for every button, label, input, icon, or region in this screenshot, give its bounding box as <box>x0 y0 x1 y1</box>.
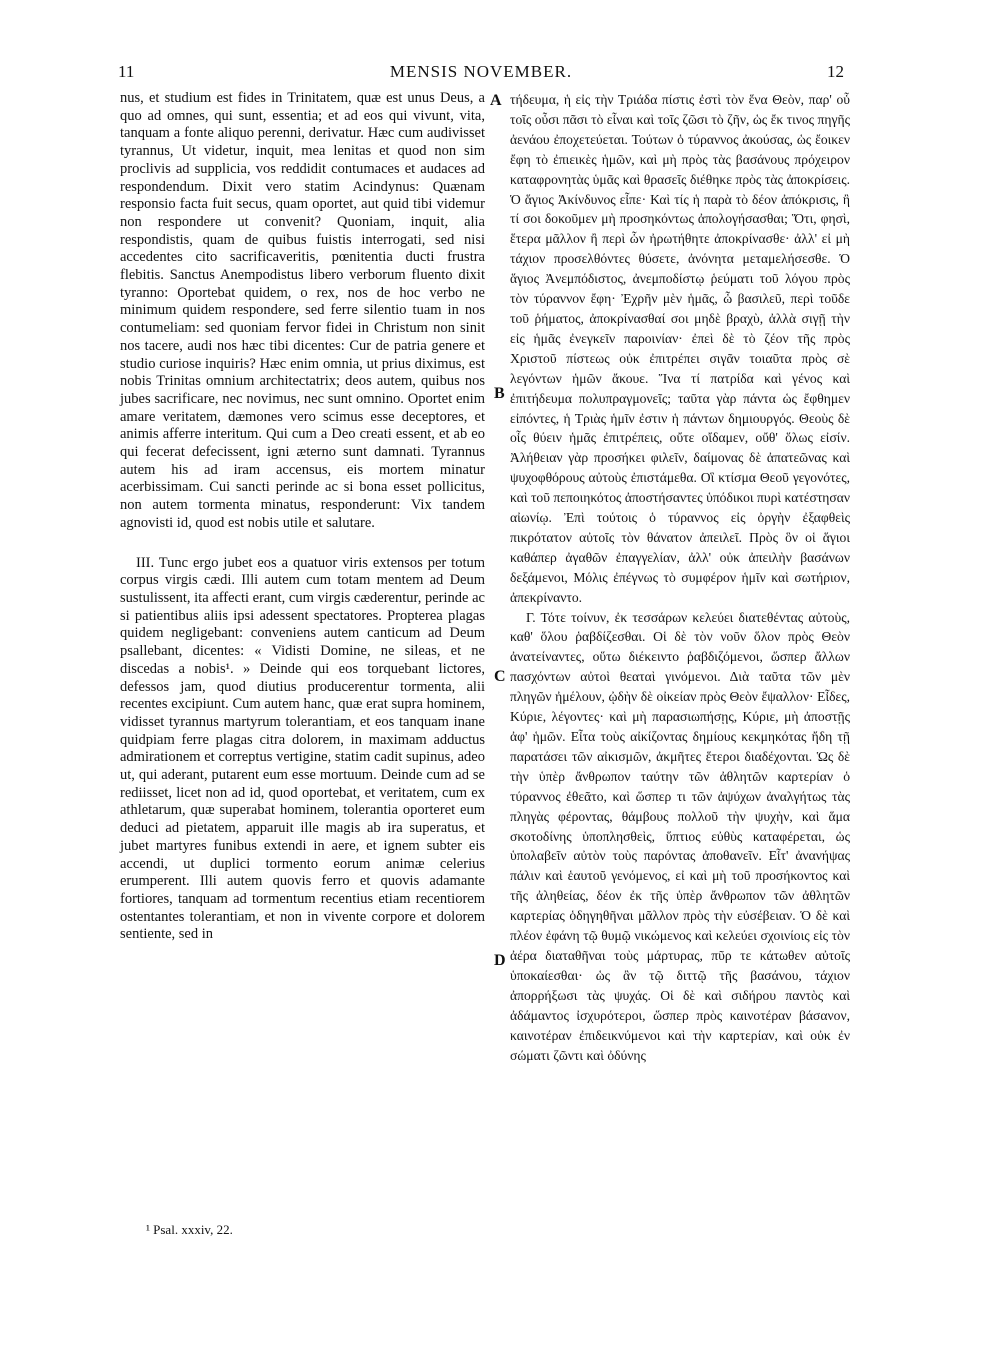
greek-column <box>510 90 850 1065</box>
margin-letter-b: B <box>494 385 505 402</box>
page-number-left: 11 <box>118 62 135 81</box>
page-title: MENSIS NOVEMBER. <box>389 62 573 81</box>
margin-letter-a: A <box>490 92 502 109</box>
latin-paragraph-2: III. Tunc ergo jubet eos a quatuor viris extensos per totum corpus virgis cædi. Illi autem cum totam mentem ad Deum sustulissent, ita affecti erant, cum virgis cæderentur, perinde ac si patientibus aliis ipsi adessent spectatores. Propterea plagas quidem negligebant: conveniens autem canticum ad Deum psallebant, dicentes: « Vidisti Domine, ne sileas, et ne discedas a nobis¹. » Deinde qui eos torquebant lictores, defessos jam, quod diutius producerentur tormenta, alii recentes excipiunt. Cum autem hanc, quæ erat supra hominem, vidisset tyrannus martyrum tolerantiam, et eos tanquam inane quidpiam ferre plagas citra dolorem, in maximam adductus admirationem et correptus vertigine, statim cadit supinus, adeo ut, qui aderant, putarent eum esse mortuum. Deinde cum ad se rediisset, licet non ad id, quod oportebat, et veritatem, cum ex athletarum, quæ superabat hominem, tolerantia oporteret eum deduci ad pietatem, apparuit ille magis ab ira superatus, et jubet martyres funibus extendi in aere, et ignem subter eis accendi, ut duplici tormento eorum animæ celerius erumperent. Illi autem quovis ferro et quovis adamante fortiores, tanquam ad tormentum recentius etiam recentiorem ostentantes tolerantiam, et non in vivente corpore et dolorem sentiente, sed in <box>120 554 485 943</box>
footnote: ¹ Psal. xxxiv, 22. <box>146 1222 233 1237</box>
greek-paragraph-2: Γ. Τότε τοίνυν, ἐκ τεσσάρων κελεύει διατεθέντας αὐτοὺς, καθ' ὅλου ῥαβδίζεσθαι. Οἱ δὲ τὸν νοῦν ὅλον πρὸς Θεὸν ἀνατείναντες, οὕτω διέκειντο ῥαβδιζόμενοι, ὥσπερ ἄλλων πασχόντων αὐτοὶ θεαταὶ γινόμενοι. Διὰ ταῦτα τῶν μὲν πληγῶν ἠμέλουν, ᾠδὴν δὲ οἰκείαν πρὸς Θεὸν ἔψαλλον· Εἶδες, Κύριε, λέγοντες· καὶ μὴ παρασιωπήσῃς, Κύριε, μὴ ἀποστῇς ἀφ' ἡμῶν. Εἶτα τοὺς αἰκίζοντας δημίους κεκμηκότας ἤδη τῇ παρατάσει τῶν αἰκισμῶν, ἀκμῆτες ἕτεροι διαδέχονται. Ὡς δὲ τὴν ὑπὲρ ἄνθρωπον ταύτην τῶν ἀθλητῶν καρτερίαν ὁ τύραννος ἐθεᾶτο, καὶ ὥσπερ τι τῶν ἀψύχων ἀναλγήτως τὰς πληγὰς φέροντας, θάμβους πολλοῦ τὴν ψυχὴν, καὶ ἅμα σκοτοδίνης ὑποπλησθεὶς, ὕπτιος εὐθὺς καταφέρεται, ὡς ὑπολαβεῖν αὐτὸν τοὺς παρόντας ἀποθανεῖν. Εἶτ' ἀνανήψας πάλιν καὶ ἑαυτοῦ γενόμενος, εἰ καὶ μὴ τοῦ προσήκοντος καὶ τῆς ἀληθείας, δέον ἐκ τῆς ὑπὲρ ἄνθρωπον τῶν ἀθλητῶν καρτερίας ὁδηγηθῆναι μᾶλλον πρὸς τὴν εὐσέβειαν. Ὁ δὲ καὶ πλέον ἐφάνη τῷ θυμῷ νικώμενος καὶ κελεύει σχοινίοις εἰς τὸν ἀέρα διαταθῆναι τοὺς μάρτυρας, πῦρ τε κάτωθεν αὐτοῖς ὑποκαίεσθαι· ὡς ἂν τῷ διττῷ τῆς βασάνου, τάχιον ἀπορρήξωσι τὰς ψυχάς. Οἱ δὲ καὶ σιδήρου παντὸς καὶ ἀδάμαντος ἰσχυρότεροι, ὥσπερ πρὸς καινοτέραν βάσανον, καινοτέραν ἐπιδεικνύμενοι καὶ τὴν καρτερίαν, καὶ οὐκ ἐν σώματι ζῶντι καὶ ὀδύνης <box>510 609 850 1063</box>
margin-letter-d: D <box>494 952 506 969</box>
latin-paragraph-1: nus, et studium est fides in Trinitatem, quæ est unus Deus, a quo ad omnes, qui sunt, essentia; et ad eos qui vivunt, vita, tanquam a fonte aliquo perenni, derivatur. Hæc cum audivisset tyrannus, Ut videtur, inquit, mea lenitas et quod non sim proclivis ad supplicia, vos reddidit contumaces et audaces ad respondendum. Dixit vero statim Acindynus: Quænam responsio facta fuit secus, quam oportet, aut quid tibi videmur non respondere ut convenit? Quoniam, inquit, alia respondistis, quam de quibus fuistis interrogati, sed nisi accedentes cito sacrificaveritis, pœnitentia ducti frustra flebitis. Sanctus Anempodistus libero verborum fluento dixit tyranno: Oportebat quidem, o rex, nos de hoc verbo ne minimum quidem respondere, sed ferre silentio tuam in nos contumeliam: sed quoniam fervor fidei in Christum non sinit nos tacere, audi nos hæc tibi dicentes: Cur de patria genere et studio curiose inquiris? Hæc enim omnia, ut prius diximus, est nobis Trinitas omnium architectatrix; deos autem, quibus nos jubes sacrificare, nec novimus, nec sunt omnino. Oportet enim amare veritatem, dæmones vero scimus esse deceptores, et animis afferre interitum. Qui cum a Deo creati essent, et ab eo qui fecerat defecissent, igni æterno sunt damnati. Tyrannus autem his ad iram accensus, eis mortem minatur acerbissimam. Cui sancti perinde ac si bona esset pollicitus, non autem tormenta minatus, responderunt: Vix tandem agnovisti id, quod est nobis utile et salutare. <box>120 90 485 531</box>
greek-paragraph-1: τήδευμα, ἡ εἰς τὴν Τριάδα πίστις ἐστὶ τὸν ἕνα Θεὸν, παρ' οὗ τοῖς οὖσι πᾶσι τὸ εἶναι καὶ τοῖς ζῶσι τὸ ζῆν, ὡς ἔκ τινος πηγῆς ἀενάου ἐποχετεύεται. Τούτων ὁ τύραννος ἀκούσας, ὡς ἔοικεν ἔφη τὸ ἐπιεικὲς ἡμῶν, καὶ μὴ πρὸς τὰς βασάνους πρόχειρον καταφρονητὰς ὑμᾶς καὶ θρασεῖς διέθηκε πρὸς τὰς ἀποκρίσεις. Ὁ ἅγιος Ἀκίνδυνος εἶπε· Καὶ τίς ἡ παρὰ τὸ δέον ἀπόκρισις, ἢ τί σοι δοκοῦμεν μὴ προσηκόντως ἀπολογήσασθαι; Ὅτι, φησὶ, ἕτερα μᾶλλον ἢ περὶ ὧν ἠρωτήθητε ἀποκρίνασθε· ἀλλ' εἰ μὴ τάχιον προσελθόντες θύσετε, ἀνόνητα μεταμελήσεσθε. Ὁ ἅγιος Ἀνεμπόδιστος, ἀνεμποδίστῳ ῥεύματι τοῦ λόγου πρὸς τὸν τύραννον ἔφη· Ἐχρῆν μὲν ἡμᾶς, ὦ βασιλεῦ, περὶ τοῦδε τοῦ ῥήματος, ἀποκρίνασθαί σοι μηδὲ βραχὺ, ἀλλὰ σιγῇ τὴν εἰς ἡμᾶς ἐνεγκεῖν παροινίαν· ἐπεὶ δὲ τὸ ζέον τῆς πρὸς Χριστοῦ πίστεως οὐκ ἐπιτρέπει σιγᾶν τοιαῦτα πρὸς σὲ λεγόντων ἡμῶν ἄκουε. Ἵνα τί πατρίδα καὶ γένος καὶ ἐπιτήδευμα πολυπραγμονεῖς; ταῦτα γὰρ πάντα ὡς ἔφθημεν εἰπόντες, ἡ Τριὰς ἡμῖν ἐστιν ἡ πάντων δημιουργός. Θεοὺς δὲ οἷς θύειν ἡμᾶς ἐπιτρέπεις, οὔτε οἴδαμεν, οὔθ' ὅλως εἰσίν. Ἀλήθειαν γὰρ προσήκει φιλεῖν, δαίμονας δὲ ἀπατεῶνας καὶ ψυχοφθόρους αὐτοὺς ἐπιστάμεθα. Οἳ κτίσμα Θεοῦ γεγονότες, καὶ τοῦ πεποιηκότος ἀποστήσαντες ὑπόδικοι πυρὶ κατέστησαν αἰωνίῳ. Ἐπὶ τούτοις ὁ τύραννος εἰς ὀργὴν ἐξαφθεὶς πικρότατον αὐτοῖς τὸν θάνατον ἀπειλεῖ. Πρὸς ὃν οἱ ἅγιοι καθάπερ ἀγαθῶν ἐπαγγελίαν, ἀλλ' οὐκ ἀπειλὴν βασάνων δεξάμενοι, Μόλις ἐπέγνως τὸ συμφέρον ἡμῖν καὶ σωτήριον, ἀπεκρίναντο. <box>510 92 850 605</box>
page-number-right: 12 <box>827 62 844 81</box>
running-header <box>118 62 844 88</box>
margin-letter-c: C <box>494 668 506 685</box>
latin-column <box>120 90 485 944</box>
